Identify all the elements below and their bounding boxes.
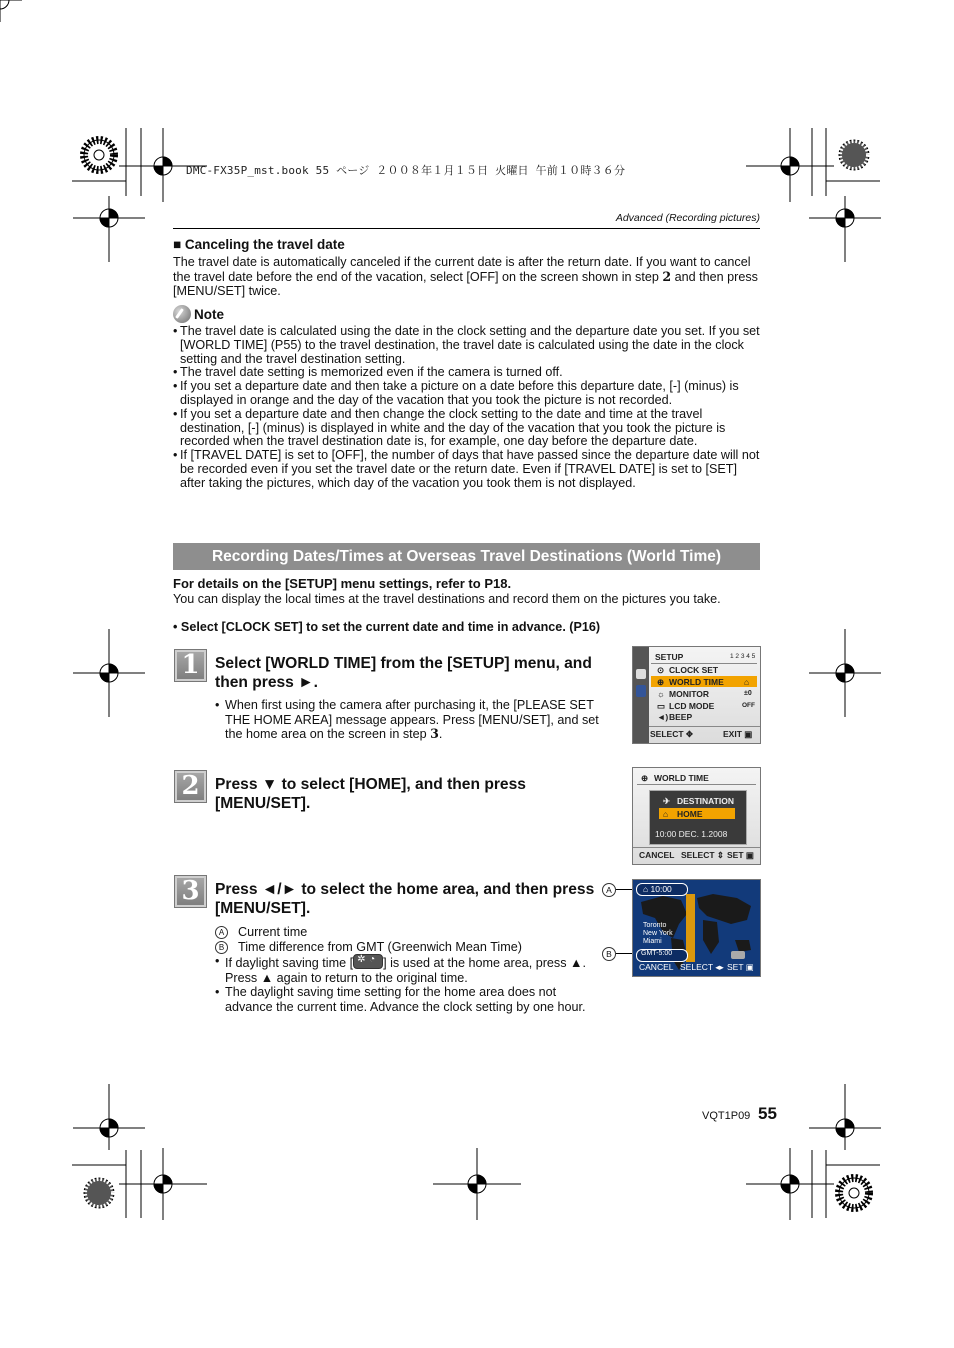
header-rule	[173, 228, 760, 229]
screen-world-time	[632, 767, 761, 865]
option-destination[interactable]: DESTINATION	[677, 796, 734, 806]
canceling-body-end: and then press [MENU/SET] twice.	[173, 269, 758, 298]
menu-item-clock-set: CLOCK SET	[669, 665, 719, 675]
footer-select-label: SELECT	[680, 962, 713, 972]
step-1-note-end: .	[438, 727, 443, 742]
world-header: WORLD TIME	[654, 773, 709, 783]
setup-divider	[651, 663, 757, 664]
footer-select-label: SELECT	[650, 729, 684, 739]
setup-pages: 1 2 3 4 5	[730, 653, 756, 660]
note-item: • The travel date setting is memorized even if the camera is turned off.	[173, 366, 761, 380]
footer-set: SET ▣	[727, 962, 754, 972]
canceling-body	[173, 256, 763, 298]
running-head: Advanced (Recording pictures)	[615, 212, 760, 224]
footer-select-label: SELECT	[681, 850, 715, 860]
step-1-note-text: When first using the camera after purchasing it, the [PLEASE SET THE HOME AREA] message appears. Press [MENU/SET], and set the home area on the screen in step	[225, 698, 599, 742]
setup-footer-rule	[649, 726, 760, 727]
step-3-number: 3	[174, 875, 207, 908]
note-heading	[173, 305, 763, 323]
menu-icon-world: ⊕	[657, 677, 665, 687]
menu-icon-monitor: ☼	[657, 689, 665, 699]
footer-cancel: CANCEL	[639, 962, 674, 972]
current-time-value: 10:00	[650, 884, 672, 894]
step-2-number: 2	[174, 770, 207, 803]
page-number: 55	[758, 1104, 777, 1123]
daylight-saving-icon	[353, 954, 383, 969]
setup-tab-icon	[636, 685, 646, 697]
world-datetime: 10:00 DEC. 1.2008	[655, 829, 728, 839]
canceling-body-text: The travel date is automatically canceled if the current date is after the return date. If you want to cancel the travel date before the end of the vacation, select [OFF] on the screen shown in step	[173, 255, 751, 284]
screen-world-map	[632, 879, 761, 977]
details-bullet: • Select [CLOCK SET] to set the current date and time in advance. (P16)	[173, 620, 601, 634]
city-name: New York	[643, 930, 673, 937]
step-1-title: Select [WORLD TIME] from the [SETUP] menu, and then press ►.	[215, 655, 592, 691]
product-code: VQT1P09	[702, 1110, 751, 1122]
step-3-title: Press ◄/► to select the home area, and then press [MENU/SET].	[215, 881, 595, 917]
home-icon: ⌂	[744, 677, 750, 687]
note-list	[173, 325, 761, 491]
lcd-value: OFF	[742, 702, 755, 709]
camera-tab-icon	[636, 669, 646, 679]
dst-screen-icon	[731, 951, 745, 959]
legend-current-time	[215, 925, 600, 940]
world-divider	[637, 784, 756, 785]
footer-select: SELECT ✥	[650, 729, 694, 739]
world-icon: ⊕	[641, 773, 649, 783]
dst-note-end: ] is used at the home area, press ▲. Press ▲ again to return to the original time.	[225, 956, 586, 985]
menu-item-lcd-mode: LCD MODE	[669, 701, 715, 711]
legend-text: Current time	[238, 925, 308, 939]
menu-item-monitor: MONITOR	[669, 689, 709, 699]
print-header: DMC-FX35P_mst.book 55 ページ ２００８年１月１５日 火曜日 午前１０時３６分	[186, 164, 626, 177]
note-pencil-icon	[173, 305, 191, 323]
callout-b: B	[602, 947, 616, 961]
current-time: ⌂ 10:00	[643, 884, 672, 894]
footer-set-label: SET	[727, 850, 744, 860]
world-footer-rule	[633, 847, 760, 848]
monitor-value: ±0	[744, 690, 752, 697]
legend-letter-b: B	[215, 941, 228, 954]
dst-note-2-text: The daylight saving time setting for the home area does not advance the current time. Advance the clock setting by one hour.	[225, 985, 586, 1014]
legend-letter-a: A	[215, 926, 228, 939]
dst-note-2: • The daylight saving time setting for the home area does not advance the current time. Advance the clock setting by one hour.	[215, 985, 586, 1014]
dst-note-text: If daylight saving time [	[225, 956, 354, 971]
footer-exit-label: EXIT	[723, 729, 742, 739]
note-item: • The travel date is calculated using the date in the clock setting and the departure date you set. If you set [WORLD TIME] (P55) to the travel destination, the travel date is calculated using the date in the clock setting and the travel destination setting.	[173, 325, 761, 366]
callout-a: A	[602, 883, 616, 897]
menu-icon-clock: ⊙	[657, 665, 665, 675]
footer-cancel: CANCEL	[639, 850, 675, 860]
option-home[interactable]: HOME	[677, 809, 703, 819]
step-2-title: Press ▼ to select [HOME], and then press [MENU/SET].	[215, 776, 526, 812]
details-bullet-text: Select [CLOCK SET] to set the current date and time in advance. (P16)	[180, 620, 601, 634]
city-name: Toronto	[643, 922, 667, 929]
step-ref: 2	[662, 268, 672, 284]
step-ref: 3	[430, 726, 439, 742]
menu-item-world-time: WORLD TIME	[669, 677, 724, 687]
footer-select: SELECT ◂▸	[680, 962, 724, 972]
footer-set-label: SET	[727, 962, 744, 972]
menu-icon-lcd: ▭	[657, 701, 666, 711]
gmt-offset: GMT-5:00	[641, 950, 673, 957]
step-1-number: 1	[174, 649, 207, 682]
menu-item-beep: BEEP	[669, 712, 693, 722]
footer-set: SET ▣	[727, 850, 754, 860]
city-list	[643, 922, 683, 946]
legend-text: Time difference from GMT (Greenwich Mean Time)	[238, 939, 522, 954]
details-body: You can display the local times at the travel destinations and record them on the pictures you take.	[173, 592, 721, 606]
footer-select: SELECT ⇕	[681, 850, 725, 860]
screen-setup-menu	[632, 646, 761, 744]
dst-note: • If daylight saving time [✲ ◔ ] is used at the home area, press ▲. Press ▲ again to return to the original time.	[215, 954, 600, 985]
note-item: • If you set a departure date and then change the clock setting to the date and time at the travel destination, [-] (minus) is displayed in white and the day of the vacation that you took the picture is recorded when the travel destination date is, for example, one day before the departure date.	[173, 408, 761, 449]
note-title: Note	[194, 306, 224, 322]
details-heading: For details on the [SETUP] menu settings, refer to P18.	[173, 576, 512, 591]
step-1-note: • When first using the camera after purchasing it, the [PLEASE SET THE HOME AREA] message appears. Press [MENU/SET], and set the home area on the screen in step 3.	[215, 698, 599, 742]
city-name: Miami	[643, 938, 662, 945]
menu-icon-beep: ◄)	[657, 712, 669, 722]
note-item: • If you set a departure date and then take a picture on a date before this departure date, [-] (minus) is displayed in orange and the day of the vacation that you took the picture is not recorded.	[173, 380, 761, 408]
section-banner: Recording Dates/Times at Overseas Travel Destinations (World Time)	[173, 543, 760, 570]
canceling-title: ■ Canceling the travel date	[173, 237, 345, 252]
footer-exit: EXIT ▣	[723, 729, 753, 739]
note-item: • If [TRAVEL DATE] is set to [OFF], the number of days that have passed since the departure date will not be recorded even if you set the travel date or the return date. Even if [TRAVEL DATE] is set to [SET] after taking the pictures, which day of the vacation you took them is not displayed.	[173, 449, 761, 490]
legend-gmt	[215, 940, 600, 955]
note-block	[173, 305, 763, 491]
plane-icon: ✈	[663, 796, 671, 806]
home-icon: ⌂	[663, 809, 669, 819]
setup-header: SETUP	[655, 652, 684, 662]
step-3-body	[215, 925, 600, 1015]
